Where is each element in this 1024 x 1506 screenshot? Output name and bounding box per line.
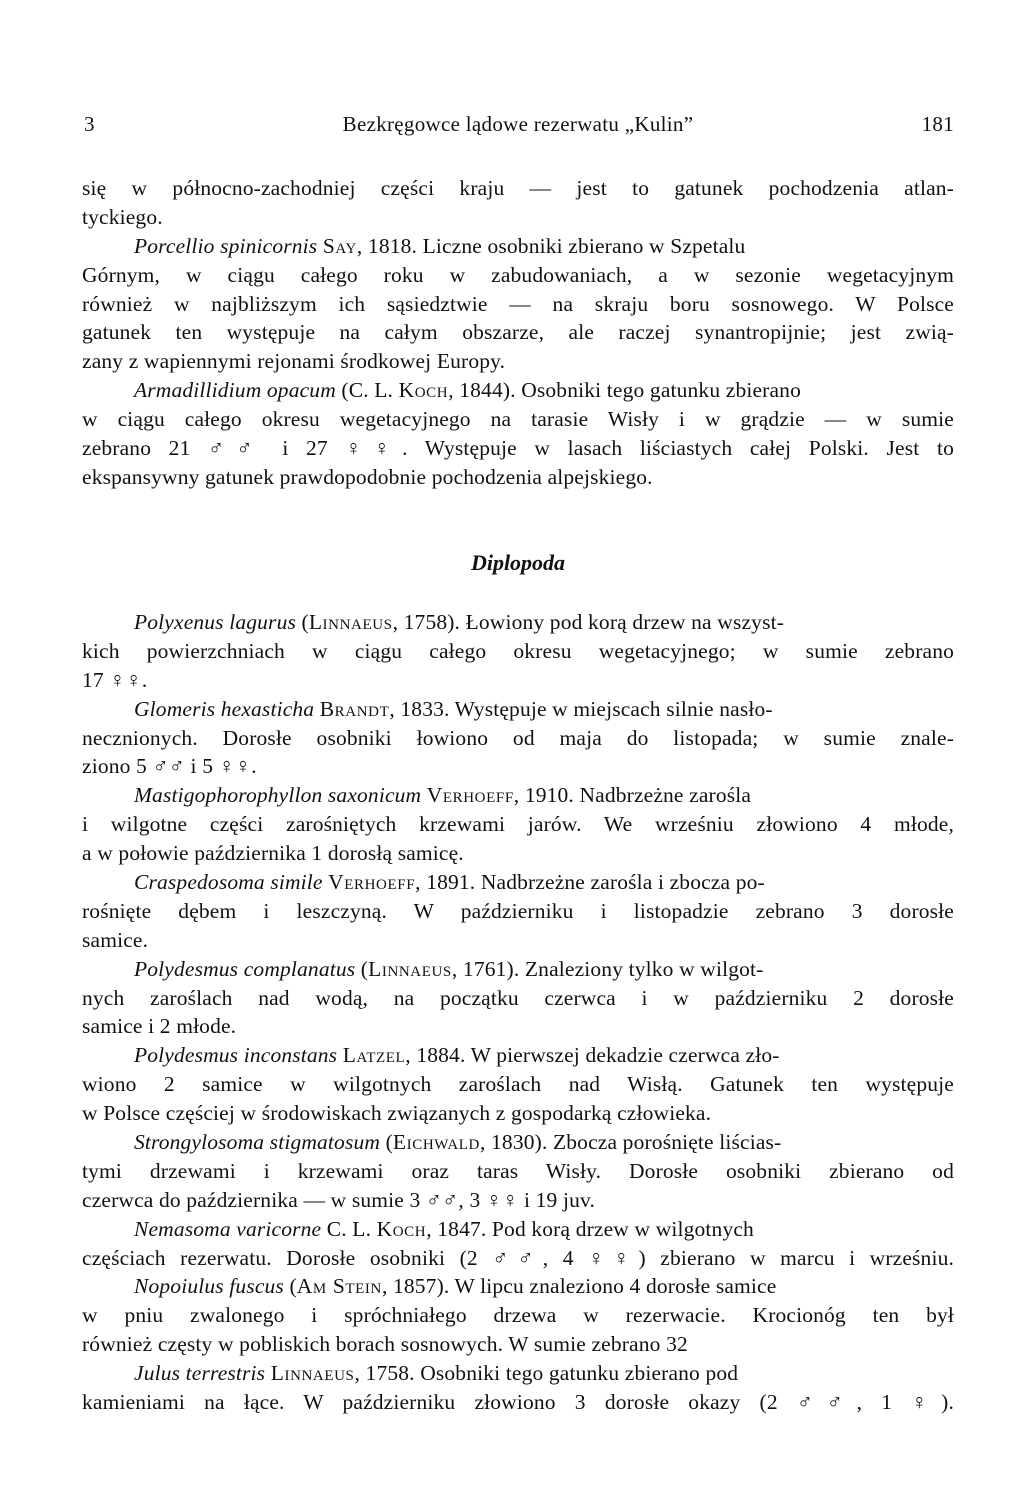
author-name: Say (322, 233, 357, 258)
text-line: czerwca do października — w sumie 3 ♂♂, 3 ♀♀ i 19 juv. (82, 1187, 596, 1212)
section-heading-diplopoda: Diplopoda (470, 550, 566, 575)
text-line: samice. (82, 927, 149, 952)
species-name: Nemasoma varicorne (134, 1216, 322, 1241)
text-line: rośnięte dębem i leszczyną. W październiku i listopadzie zebrano 3 dorosłe (82, 898, 954, 923)
text-line: Craspedosoma simile Verhoeff, 1891. Nadbrzeżne zarośla i zbocza po- (134, 870, 765, 895)
text-line: tyckiego. (82, 204, 163, 229)
text-line: zebrano 21 ♂♂ i 27 ♀♀. Występuje w lasach liściastych całej Polski. Jest to (82, 436, 954, 461)
text-line: Mastigophorophyllon saxonicum Verhoeff, 1910. Nadbrzeżne zarośla (134, 783, 752, 808)
text-line: Nopoiulus fuscus (Am Stein, 1857). W lipcu znaleziono 4 dorosłe samice (134, 1274, 777, 1299)
isopoda-text-block (82, 174, 954, 492)
species-name: Porcellio spinicornis (134, 233, 318, 258)
species-name: Polydesmus inconstans (134, 1043, 338, 1068)
text-line: Polyxenus lagurus (Linnaeus, 1758). Łowiony pod korą drzew na wszyst- (134, 610, 785, 634)
species-name: Julus terrestris (134, 1361, 266, 1386)
species-name: Craspedosoma simile (134, 870, 323, 895)
species-name: Glomeris hexasticha (134, 696, 315, 721)
text-line: ziono 5 ♂♂ i 5 ♀♀. (82, 754, 257, 779)
running-header (82, 112, 954, 146)
text-line: Strongylosoma stigmatosum (Eichwald, 1830). Zbocza porośnięte liścias- (134, 1130, 782, 1155)
diplopoda-text-block (82, 608, 954, 1417)
text-line: Nemasoma varicorne C. L. Koch, 1847. Pod korą drzew w wilgotnych (134, 1216, 754, 1241)
author-name: Linnaeus (270, 1361, 355, 1386)
author-name: Koch (398, 378, 449, 403)
header-title: Bezkręgowce lądowe rezerwatu „Kulin” (342, 112, 694, 136)
text-line: samice i 2 młode. (82, 1014, 237, 1039)
text-line: Porcellio spinicornis Say, 1818. Liczne osobniki zbierano w Szpetalu (134, 233, 746, 258)
text-line: wiono 2 samice w wilgotnych zaroślach nad Wisłą. Gatunek ten występuje (82, 1072, 954, 1097)
author-name: Verhoeff (328, 870, 416, 895)
text-line: również częsty w pobliskich borach sosnowych. W sumie zebrano 32 (82, 1332, 688, 1357)
text-line: ekspansywny gatunek prawdopodobnie pochodzenia alpejskiego. (82, 464, 653, 489)
author-name: Linnaeus (308, 610, 393, 634)
species-name: Nopoiulus fuscus (134, 1274, 284, 1299)
text-line: zany z wapiennymi rejonami środkowej Europy. (82, 349, 506, 374)
page-number: 181 (921, 112, 954, 136)
text-line: w Polsce częściej w środowiskach związanych z gospodarką człowieka. (82, 1101, 712, 1126)
text-line: i wilgotne części zarośniętych krzewami jarów. We wrześniu złowiono 4 młode, (82, 812, 954, 837)
text-line: również w najbliższym ich sąsiedztwie — na skraju boru sosnowego. W Polsce (82, 291, 954, 316)
text-line: Julus terrestris Linnaeus, 1758. Osobniki tego gatunku zbierano pod (134, 1361, 739, 1386)
author-name: Am Stein (296, 1274, 382, 1299)
text-line: necznionych. Dorosłe osobniki łowiono od maja do listopada; w sumie znale- (82, 725, 954, 750)
species-name: Strongylosoma stigmatosum (134, 1130, 381, 1155)
author-name: Koch (376, 1216, 427, 1241)
text-line: Glomeris hexasticha Brandt, 1833. Występuje w miejscach silnie nasło- (134, 696, 773, 721)
text-line: kamieniami na łące. W październiku złowiono 3 dorosłe okazy (2 ♂♂, 1 ♀). (82, 1390, 954, 1415)
text-line: Polydesmus complanatus (Linnaeus, 1761). Znaleziony tylko w wilgot- (134, 956, 764, 981)
species-name: Armadillidium opacum (134, 378, 336, 403)
text-line: Armadillidium opacum (C. L. Koch, 1844). Osobniki tego gatunku zbierano (134, 378, 801, 403)
text-line: Górnym, w ciągu całego roku w zabudowaniach, a w sezonie wegetacyjnym (82, 262, 954, 287)
text-line: w pniu zwalonego i spróchniałego drzewa w rezerwacie. Krocionóg ten był (82, 1303, 954, 1328)
species-name: Polydesmus complanatus (134, 956, 356, 981)
header-number: 3 (84, 112, 95, 136)
text-line: gatunek ten występuje na całym obszarze, ale raczej synantropijnie; jest zwią- (82, 320, 954, 345)
author-name: Brandt (319, 696, 390, 721)
author-name: Latzel (342, 1043, 406, 1068)
text-line: częściach rezerwatu. Dorosłe osobniki (2 ♂♂, 4 ♀♀) zbierano w marcu i wrześniu. (82, 1245, 954, 1270)
species-name: Polyxenus lagurus (134, 610, 296, 634)
author-name: Eichwald (392, 1130, 480, 1155)
author-name: Verhoeff (426, 783, 514, 808)
text-line: nych zaroślach nad wodą, na początku czerwca i w październiku 2 dorosłe (82, 985, 954, 1010)
text-line: kich powierzchniach w ciągu całego okresu wegetacyjnego; w sumie zebrano (82, 638, 954, 663)
species-name: Mastigophorophyllon saxonicum (134, 783, 422, 808)
text-line: 17 ♀♀. (82, 667, 148, 692)
text-line: w ciągu całego okresu wegetacyjnego na tarasie Wisły i w grądzie — w sumie (82, 407, 954, 432)
author-name: Linnaeus (368, 956, 452, 981)
text-line: się w północno-zachodniej części kraju — jest to gatunek pochodzenia atlan- (82, 176, 954, 200)
text-line: tymi drzewami i krzewami oraz taras Wisły. Dorosłe osobniki zbierano od (82, 1158, 954, 1183)
text-line: Polydesmus inconstans Latzel, 1884. W pierwszej dekadzie czerwca zło- (134, 1043, 780, 1068)
text-line: a w połowie października 1 dorosłą samicę. (82, 841, 464, 866)
